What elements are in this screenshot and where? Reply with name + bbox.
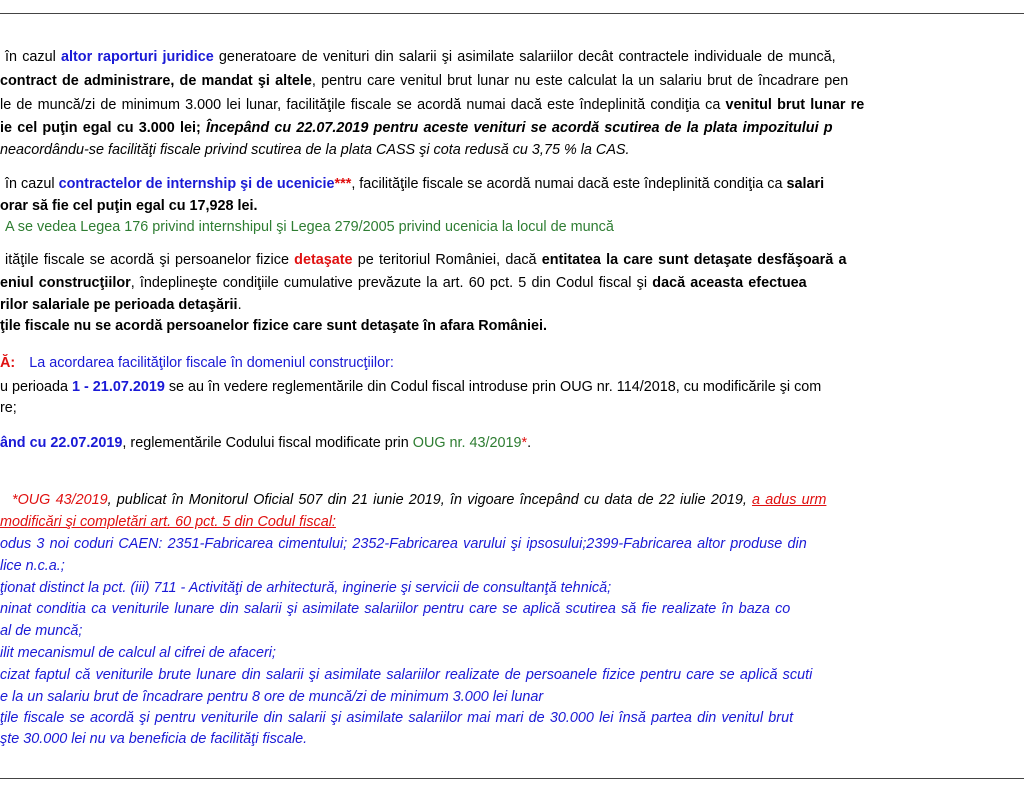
p2-line-2: orar să fie cel puţin egal cu 17,928 lei. (0, 198, 258, 214)
p1-line-3: le de muncă/zi de minimum 3.000 lei lunar, facilităţile fiscale se acordă numai dacă este îndeplinită condiţia ca venitul brut lunar re (0, 97, 865, 113)
p4-heading: Ă: La acordarea facilităţilor fiscale în domeniul construcţiilor: (0, 355, 394, 371)
p3-line-4: ţile fiscale nu se acordă persoanelor fizice care sunt detaşate în afara României. (0, 318, 548, 334)
note-line-2: modificări şi completări art. 60 pct. 5 din Codul fiscal: (0, 514, 336, 530)
note-line-10: e la un salariu brut de încadrare pentru 8 ore de muncă/zi de minimum 3.000 lei lunar (0, 689, 544, 705)
p4-line-3: ând cu 22.07.2019, reglementările Codului fiscal modificate prin OUG nr. 43/2019*. (0, 435, 532, 451)
note-line-7: al de muncă; (0, 623, 83, 639)
bottom-rule (0, 778, 1024, 779)
note-line-8: ilit mecanismul de calcul al cifrei de afaceri; (0, 645, 276, 661)
note-line-6: ninat conditia ca veniturile lunare din salarii şi asimilate salariilor pentru care se aplică scutirea să fie realizate în baza co (0, 601, 791, 617)
note-line-5: ţionat distinct la pct. (iii) 711 - Activităţi de arhitectură, inginerie şi servicii de consultanţă tehnică; (0, 580, 612, 596)
p4-line-2: re; (0, 400, 17, 416)
p3-line-3: rilor salariale pe perioada detaşării. (0, 297, 242, 313)
p3-line-2: eniul construcţiilor, îndeplineşte condiţiile cumulative prevăzute la art. 60 pct. 5 din Codul fiscal şi dacă aceasta efectuea (0, 275, 807, 291)
note-line-3: odus 3 noi coduri CAEN: 2351-Fabricarea cimentului; 2352-Fabricarea varului şi ipsosului;2399-Fabricarea altor produse din (0, 536, 807, 552)
note-line-12: şte 30.000 lei nu va beneficia de facilităţi fiscale. (0, 731, 308, 747)
p4-line-1: u perioada 1 - 21.07.2019 se au în vedere reglementările din Codul fiscal introduse prin OUG nr. 114/2018, cu modificările şi com (0, 379, 822, 395)
p3-line-1: ităţile fiscale se acordă şi persoanelor fizice detaşate pe teritoriul României, dacă entitatea la care sunt detaşate desfăşoară a (5, 252, 847, 268)
p2-line-1: în cazul contractelor de internship şi de ucenicie***, facilităţile fiscale se acordă numai dacă este îndeplinită condiţia ca salari (5, 176, 825, 192)
p1-line-2: contract de administrare, de mandat şi altele, pentru care venitul brut lunar nu este calculat la un salariu brut de încadrare pen (0, 73, 849, 89)
note-line-4: lice n.c.a.; (0, 558, 65, 574)
note-line-1: *OUG 43/2019, publicat în Monitorul Oficial 507 din 21 iunie 2019, în vigoare începând cu data de 22 iulie 2019, a adus urm (12, 492, 827, 508)
p1-line-5: neacordându-se facilităţi fiscale privind scutirea de la plata CASS şi cota redusă cu 3,75 % la CAS. (0, 142, 630, 158)
p1-line-1: în cazul altor raporturi juridice generatoare de venituri din salarii şi asimilate salariilor decât contractele individuale de muncă, (5, 49, 836, 65)
note-line-11: ţile fiscale se acordă şi pentru veniturile din salarii şi asimilate salariilor mai mari de 30.000 lei însă partea din venitul brut (0, 710, 794, 726)
top-rule (0, 13, 1024, 14)
note-line-9: cizat faptul că veniturile brute lunare din salarii şi asimilate salariilor realizate de persoanele fizice pentru care se aplică scuti (0, 667, 813, 683)
p2-line-3: A se vedea Legea 176 privind internshipul şi Legea 279/2005 privind ucenicia la locul de muncă (5, 219, 614, 235)
p1-line-4: ie cel puţin egal cu 3.000 lei; Începând cu 22.07.2019 pentru aceste venituri se acordă scutirea de la plata impozitului p (0, 120, 833, 136)
